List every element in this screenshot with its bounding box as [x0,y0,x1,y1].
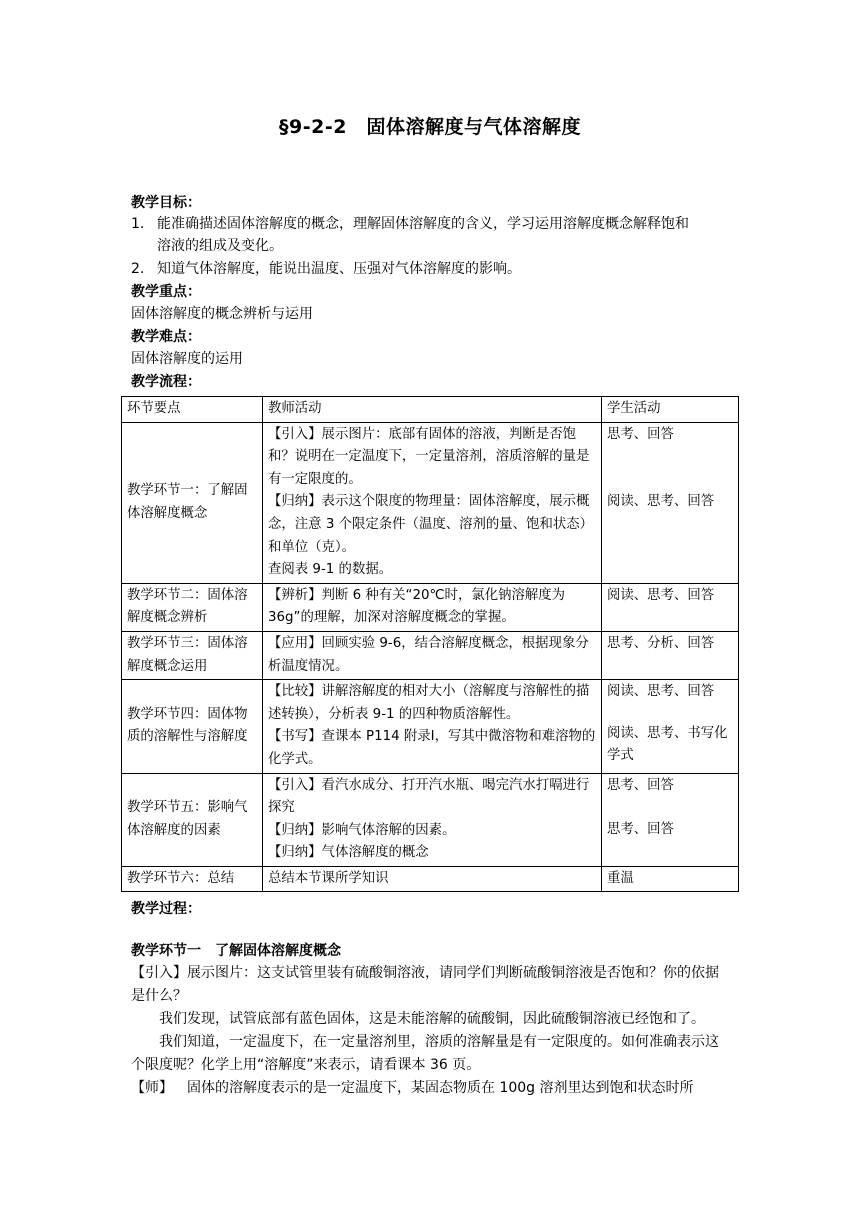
teacher-activity-text: 【比较】讲解溶解度的相对大小（溶解度与溶解性的描述转换），分析表 9-1 的四种物质溶解性。 [268,684,590,722]
key-points-heading: 教学重点： [131,284,201,300]
student-activity-text: 思考、回答 [607,822,674,838]
student-activity-cell [602,773,739,866]
teacher-text: 固体的溶解度表示的是一定温度下，某固态物质在 100g 溶剂里达到饱和状态时所 [187,1080,694,1096]
student-activity-cell [602,631,739,679]
page-title: §9-2-2 固体溶解度与气体溶解度 [279,116,581,138]
paragraph: 我们发现，试管底部有蓝色固体，这是未能溶解的硫酸铜，因此硫酸铜溶液已经饱和了。 [159,1011,705,1027]
process-heading: 教学过程： [131,901,201,917]
student-activity-text: 阅读、思考、书写化学式 [607,725,728,764]
teacher-activity-cell [263,866,602,892]
teacher-activity-text: 【辨析】判断 6 种有关“20℃时，氯化钠溶解度为 36g”的理解，加深对溶解度概念的掌握。 [268,587,566,626]
teacher-label: 【师】 [131,1080,173,1096]
table-header-cell: 教师活动 [263,397,602,423]
segment-cell: 教学环节一：了解固体溶解度概念 [122,422,263,583]
student-activity-cell [602,680,739,773]
student-activity-cell [602,866,739,892]
objectives-heading: 教学目标： [131,195,201,211]
student-activity-cell [602,583,739,631]
table-row [122,583,739,631]
table-header-cell: 学生活动 [602,397,739,423]
teacher-activity-text: 【引入】展示图片：底部有固体的溶液，判断是否饱和？说明在一定温度下，一定量溶剂，溶质溶解的量是有一定限度的。 [268,426,590,487]
teacher-activity-text: 【书写】查课本 P114 附录Ⅰ，写其中微溶物和难溶物的化学式。 [268,729,596,767]
segment-cell: 教学环节四：固体物质的溶解性与溶解度 [122,680,263,773]
paragraph: 我们知道，一定温度下，在一定量溶剂里，溶质的溶解量是有一定限度的。如何准确表示这个限度呢？化学上用“溶解度”来表示，请看课本 36 页。 [131,1034,719,1073]
objective-text-continued: 溶液的组成及变化。 [157,238,283,254]
table-row [122,631,739,679]
teacher-activity-text: 总结本节课所学知识 [268,870,389,886]
teacher-paragraph [131,1077,731,1100]
teacher-activity-text: 【归纳】气体溶解度的概念 [268,845,429,861]
teacher-activity-cell [263,422,602,583]
teacher-activity-cell [263,680,602,773]
student-activity-text: 阅读、思考、回答 [607,684,715,700]
teacher-activity-text: 【应用】回顾实验 9-6，结合溶解度概念，根据现象分析温度情况。 [268,635,589,674]
teacher-activity-text: 【引入】看汽水成分、打开汽水瓶、喝完汽水打嗝进行探究 [268,777,590,816]
objective-text: 知道气体溶解度，能说出温度、压强对气体溶解度的影响。 [157,261,521,277]
table-row [122,866,739,892]
objective-text: 能准确描述固体溶解度的概念，理解固体溶解度的含义，学习运用溶解度概念解释饱和 [157,216,689,232]
teacher-activity-text: 【归纳】影响气体溶解的因素。 [268,822,456,838]
segment-cell: 教学环节六：总结 [122,866,263,892]
table-row [122,422,739,583]
student-activity-text: 思考、分析、回答 [607,635,715,651]
table-row [122,773,739,866]
difficulties-heading: 教学难点： [131,329,201,345]
segment-cell: 教学环节五：影响气体溶解度的因素 [122,773,263,866]
intro-paragraph: 【引入】展示图片：这支试管里装有硫酸铜溶液，请同学们判断硫酸铜溶液是否饱和？你的依据是什么？ [131,965,719,1004]
table-header-row [122,397,739,423]
teacher-activity-cell [263,583,602,631]
student-activity-text: 重温 [607,870,634,886]
teacher-activity-text: 查阅表 9-1 的数据。 [268,562,393,578]
student-activity-text: 思考、回答 [607,777,674,793]
teacher-activity-cell [263,631,602,679]
student-activity-text: 阅读、思考、回答 [607,494,715,510]
segment-cell: 教学环节二：固体溶解度概念辨析 [122,583,263,631]
objective-number: 2. [131,261,145,277]
segment-cell: 教学环节三：固体溶解度概念运用 [122,631,263,679]
key-points-text: 固体溶解度的概念辨析与运用 [131,306,313,322]
table-row [122,680,739,773]
student-activity-text: 思考、回答 [607,426,674,442]
teacher-activity-cell [263,773,602,866]
difficulties-text: 固体溶解度的运用 [131,351,243,367]
teacher-activity-text: 【归纳】表示这个限度的物理量：固体溶解度，展示概念，注意 3 个限定条件（温度、溶剂的量、饱和状态）和单位（克）。 [268,494,594,555]
student-activity-cell [602,422,739,583]
objective-number: 1. [131,216,145,232]
student-activity-text: 阅读、思考、回答 [607,587,715,603]
table-header-cell: 环节要点 [122,397,263,423]
section-title: 教学环节一 了解固体溶解度概念 [131,943,341,959]
flow-heading: 教学流程： [131,374,201,390]
teaching-flow-table [121,396,739,892]
